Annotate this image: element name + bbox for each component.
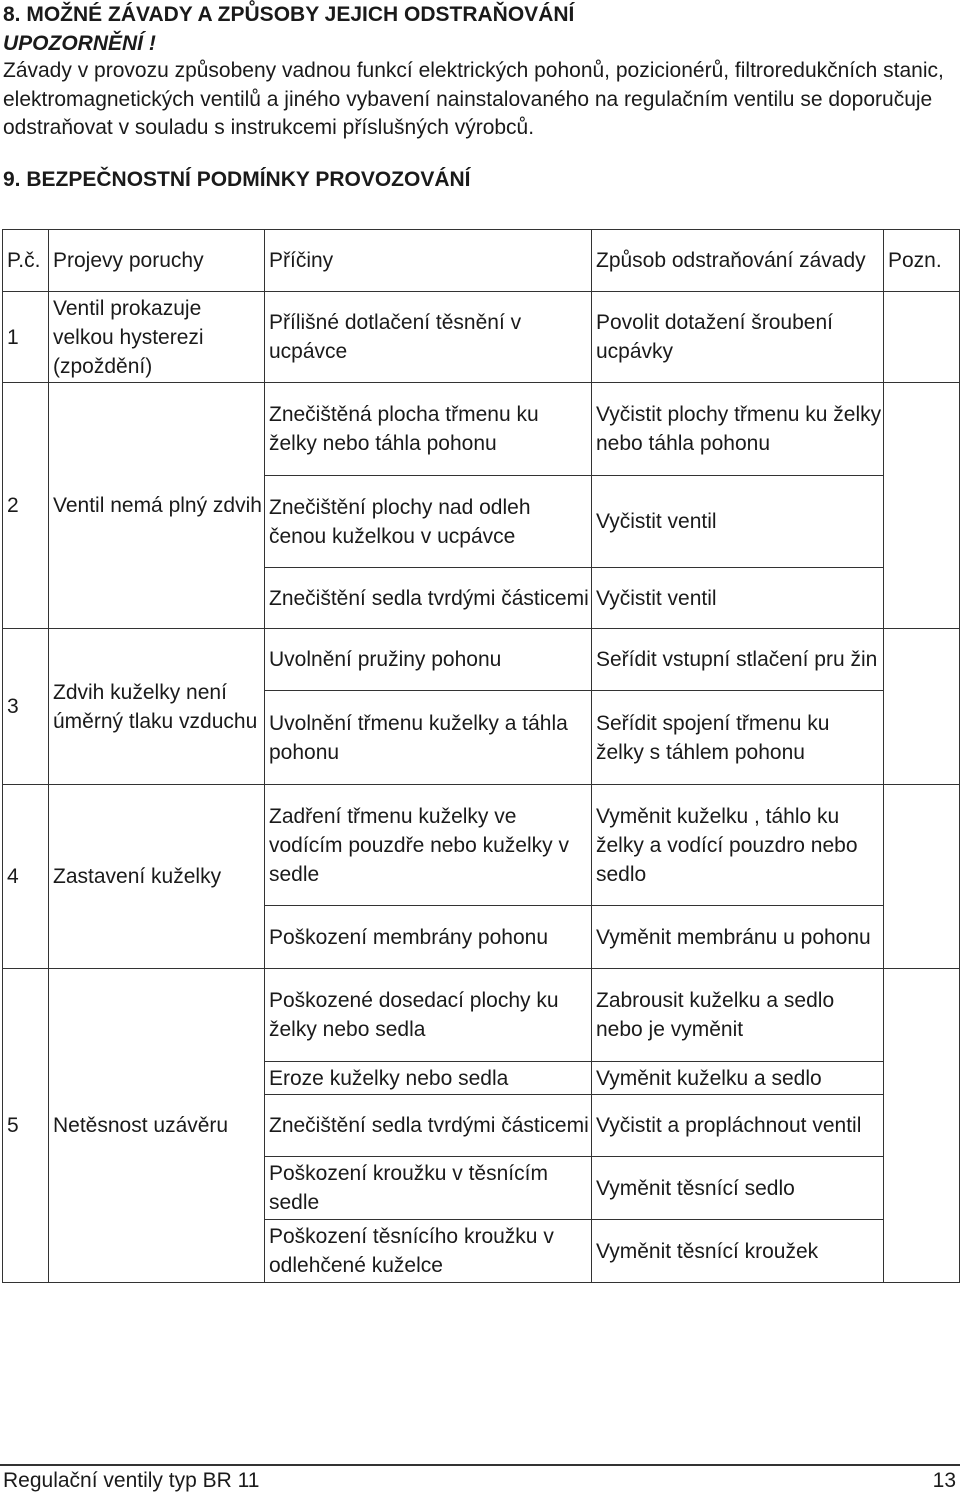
fault-number: 4 bbox=[3, 785, 49, 969]
warning-label: UPOZORNĚNÍ ! bbox=[3, 32, 156, 55]
fault-remedy: Zabrousit kuželku a sedlo nebo je vyměnit bbox=[592, 969, 884, 1062]
fault-cause: Poškození těsnícího kroužku v odlehčené kuželce bbox=[265, 1220, 592, 1283]
fault-cause: Eroze kuželky nebo sedla bbox=[265, 1062, 592, 1095]
header-symptom: Projevy poruchy bbox=[49, 230, 265, 292]
fault-cause: Uvolnění pružiny pohonu bbox=[265, 629, 592, 691]
fault-cause: Poškození membrány pohonu bbox=[265, 906, 592, 969]
fault-remedy: Vyměnit kuželku , táhlo ku želky a vodící pouzdro nebo sedlo bbox=[592, 785, 884, 906]
table-row bbox=[3, 629, 960, 691]
fault-cause: Znečištění sedla tvrdými částicemi bbox=[265, 1095, 592, 1157]
table-row bbox=[3, 785, 960, 906]
fault-cause: Poškození kroužku v těsnícím sedle bbox=[265, 1157, 592, 1220]
section-8-title: 8. MOŽNÉ ZÁVADY A ZPŮSOBY JEJICH ODSTRAŇOVÁNÍ bbox=[3, 3, 575, 26]
fault-note bbox=[884, 629, 960, 785]
fault-symptom: Zdvih kuželky není úměrný tlaku vzduchu bbox=[49, 629, 265, 785]
table-row bbox=[3, 969, 960, 1062]
fault-table bbox=[2, 229, 960, 1283]
page-number: 13 bbox=[932, 1469, 956, 1492]
fault-remedy: Povolit dotažení šroubení ucpávky bbox=[592, 292, 884, 383]
fault-note bbox=[884, 292, 960, 383]
fault-remedy: Vyčistit ventil bbox=[592, 568, 884, 629]
fault-number: 5 bbox=[3, 969, 49, 1283]
header-number: P.č. bbox=[3, 230, 49, 292]
footer-divider bbox=[0, 1464, 960, 1466]
fault-remedy: Vyčistit a propláchnout ventil bbox=[592, 1095, 884, 1157]
fault-number: 2 bbox=[3, 383, 49, 629]
table-row bbox=[3, 383, 960, 476]
section-9-title: 9. BEZPEČNOSTNÍ PODMÍNKY PROVOZOVÁNÍ bbox=[3, 168, 471, 191]
table-row bbox=[3, 292, 960, 383]
fault-note bbox=[884, 383, 960, 629]
fault-symptom: Ventil prokazuje velkou hysterezi (zpoždění) bbox=[49, 292, 265, 383]
fault-symptom: Netěsnost uzávěru bbox=[49, 969, 265, 1283]
fault-remedy: Vyměnit těsnící sedlo bbox=[592, 1157, 884, 1220]
fault-cause: Přílišné dotlačení těsnění v ucpávce bbox=[265, 292, 592, 383]
header-causes: Příčiny bbox=[265, 230, 592, 292]
fault-cause: Znečištěná plocha třmenu ku želky nebo táhla pohonu bbox=[265, 383, 592, 476]
table-header-row bbox=[3, 230, 960, 292]
fault-symptom: Ventil nemá plný zdvih bbox=[49, 383, 265, 629]
fault-cause: Uvolnění třmenu kuželky a táhla pohonu bbox=[265, 691, 592, 785]
fault-remedy: Seřídit spojení třmenu ku želky s táhlem pohonu bbox=[592, 691, 884, 785]
fault-cause: Poškozené dosedací plochy ku želky nebo sedla bbox=[265, 969, 592, 1062]
fault-remedy: Seřídit vstupní stlačení pru žin bbox=[592, 629, 884, 691]
fault-note bbox=[884, 969, 960, 1283]
fault-number: 1 bbox=[3, 292, 49, 383]
fault-remedy: Vyměnit těsnící kroužek bbox=[592, 1220, 884, 1283]
fault-note bbox=[884, 785, 960, 969]
fault-cause: Znečištění plochy nad odleh čenou kuželkou v ucpávce bbox=[265, 476, 592, 568]
fault-remedy: Vyčistit ventil bbox=[592, 476, 884, 568]
header-note: Pozn. bbox=[884, 230, 960, 292]
fault-cause: Znečištění sedla tvrdými částicemi bbox=[265, 568, 592, 629]
footer-title: Regulační ventily typ BR 11 bbox=[3, 1469, 260, 1492]
warning-text: Závady v provozu způsobeny vadnou funkcí elektrických pohonů, pozicionérů, filtroredukčních stanic, elektromagnetických ventilů a jiného vybavení nainstalovaného na regulačním ventilu se doporučuje odstraňovat v souladu s instrukcemi příslušných výrobců. bbox=[3, 59, 944, 139]
fault-remedy: Vyměnit membránu u pohonu bbox=[592, 906, 884, 969]
fault-remedy: Vyčistit plochy třmenu ku želky nebo táhla pohonu bbox=[592, 383, 884, 476]
fault-cause: Zadření třmenu kuželky ve vodícím pouzdře nebo kuželky v sedle bbox=[265, 785, 592, 906]
fault-remedy: Vyměnit kuželku a sedlo bbox=[592, 1062, 884, 1095]
fault-symptom: Zastavení kuželky bbox=[49, 785, 265, 969]
fault-number: 3 bbox=[3, 629, 49, 785]
header-remedy: Způsob odstraňování závady bbox=[592, 230, 884, 292]
